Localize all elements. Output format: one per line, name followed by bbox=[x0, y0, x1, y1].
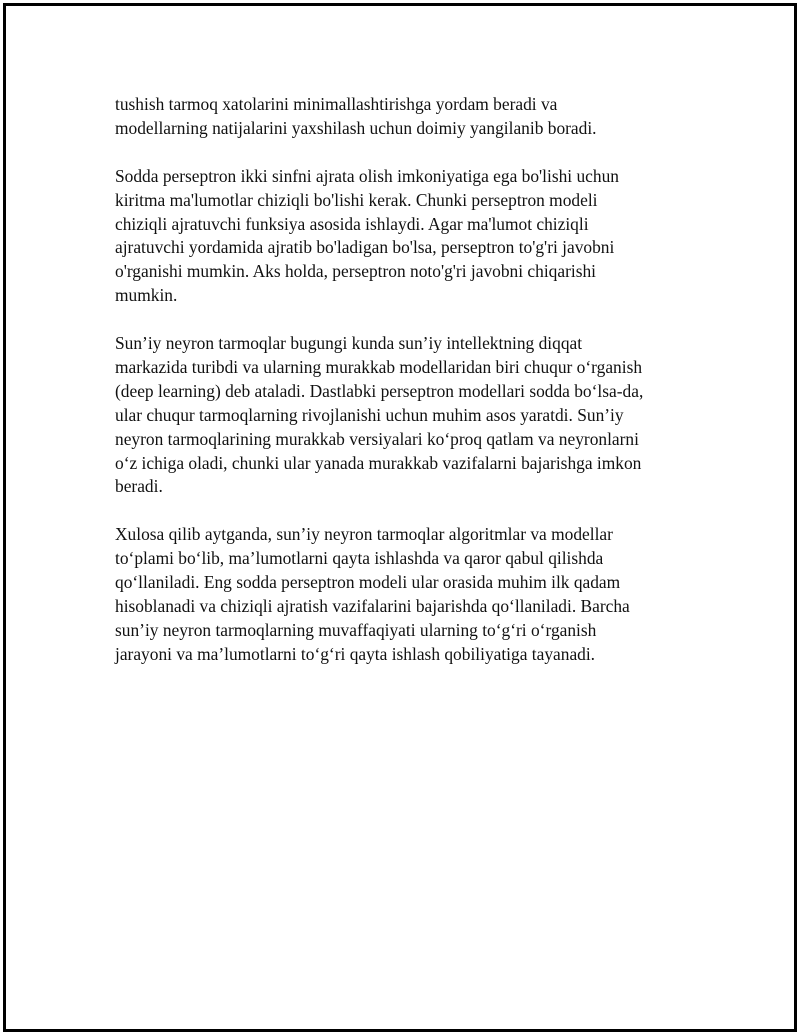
text-line: mumkin. bbox=[115, 285, 178, 306]
text-line: Sodda perseptron ikki sinfni ajrata olish imkoniyatiga ega bo'lishi uchun bbox=[115, 165, 619, 186]
text-line: Sun’iy neyron tarmoqlar bugungi kunda sun’iy intellektning diqqat bbox=[115, 333, 583, 354]
text-line: (deep learning) deb ataladi. Dastlabki perseptron modellari sodda bo‘lsa-da, bbox=[115, 380, 644, 401]
text-line: beradi. bbox=[115, 476, 163, 497]
text-line: sun’iy neyron tarmoqlarning muvaffaqiyati ularning to‘g‘ri o‘rganish bbox=[115, 619, 597, 640]
text-line: kiritma ma'lumotlar chiziqli bo'lishi kerak. Chunki perseptron modeli bbox=[115, 189, 598, 210]
text-line: o‘z ichiga oladi, chunki ular yanada murakkab vazifalarni bajarishga imkon bbox=[115, 452, 642, 473]
text-line: chiziqli ajratuvchi funksiya asosida ishlaydi. Agar ma'lumot chiziqli bbox=[115, 213, 589, 234]
document-body bbox=[115, 93, 690, 691]
text-line: modellarning natijalarini yaxshilash uchun doimiy yangilanib boradi. bbox=[115, 117, 597, 138]
text-line: Xulosa qilib aytganda, sun’iy neyron tarmoqlar algoritmlar va modellar bbox=[115, 524, 613, 545]
paragraph-4 bbox=[115, 523, 690, 666]
paragraph-1 bbox=[115, 93, 690, 141]
text-line: tushish tarmoq xatolarini minimallashtirishga yordam beradi va bbox=[115, 94, 558, 114]
text-line: to‘plami bo‘lib, ma’lumotlarni qayta ishlashda va qaror qabul qilishda bbox=[115, 548, 604, 569]
text-line: markazida turibdi va ularning murakkab modellaridan biri chuqur o‘rganish bbox=[115, 356, 643, 377]
paragraph-2 bbox=[115, 165, 690, 308]
text-line: qo‘llaniladi. Eng sodda perseptron modeli ular orasida muhim ilk qadam bbox=[115, 572, 621, 593]
text-line: ular chuqur tarmoqlarning rivojlanishi uchun muhim asos yaratdi. Sun’iy bbox=[115, 404, 624, 425]
text-line: o'rganishi mumkin. Aks holda, perseptron noto'g'ri javobni chiqarishi bbox=[115, 261, 596, 282]
text-line: neyron tarmoqlarining murakkab versiyalari ko‘proq qatlam va neyronlarni bbox=[115, 428, 639, 449]
text-line: hisoblanadi va chiziqli ajratish vazifalarini bajarishda qo‘llaniladi. Barcha bbox=[115, 595, 630, 616]
paragraph-3 bbox=[115, 332, 690, 499]
text-line: jarayoni va ma’lumotlarni to‘g‘ri qayta ishlash qobiliyatiga tayanadi. bbox=[115, 643, 596, 664]
text-line: ajratuvchi yordamida ajratib bo'ladigan bo'lsa, perseptron to'g'ri javobni bbox=[115, 237, 615, 258]
